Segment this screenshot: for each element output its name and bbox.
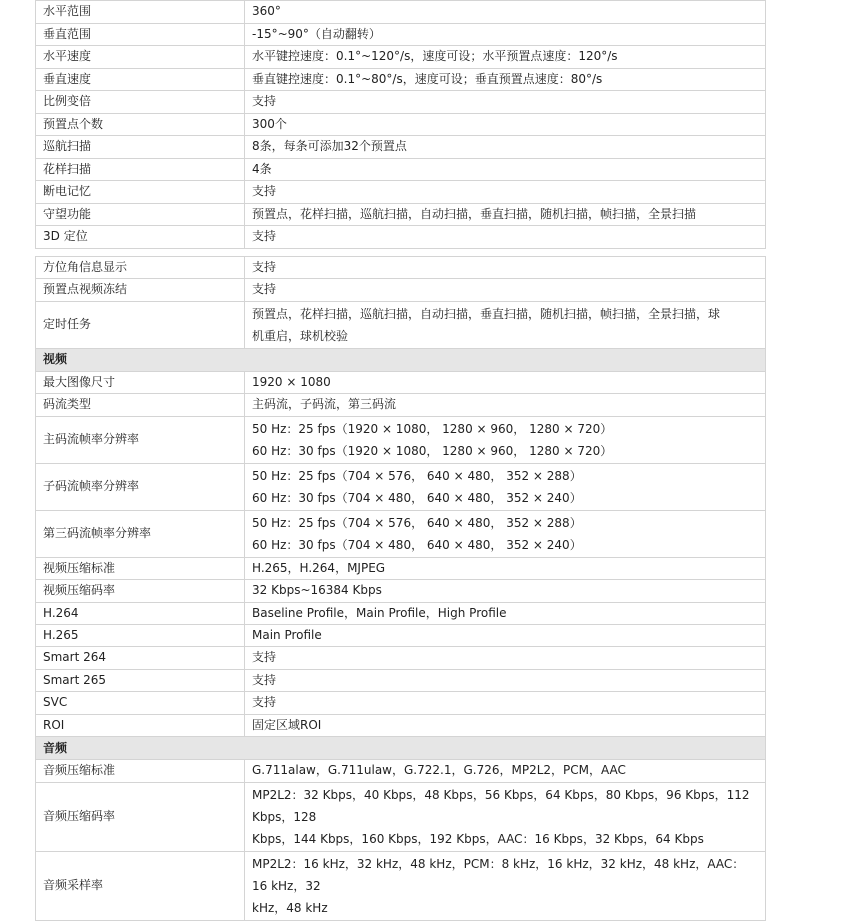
table-row	[36, 203, 766, 226]
spec-value	[245, 416, 766, 463]
spec-label: 视频压缩码率	[36, 580, 245, 603]
spec-label: 音频压缩码率	[36, 782, 245, 851]
table-row	[36, 510, 766, 557]
spec-value: 支持	[245, 669, 766, 692]
spec-value: 主码流，子码流，第三码流	[245, 394, 766, 417]
spec-value-line: 50 Hz：25 fps（704 × 576， 640 × 480， 352 × 288）	[252, 468, 582, 483]
spec-label: ROI	[36, 714, 245, 737]
spec-value	[245, 301, 766, 348]
spec-label: Smart 264	[36, 647, 245, 670]
table-row	[36, 301, 766, 348]
spec-value: 支持	[245, 256, 766, 279]
spec-value: 支持	[245, 181, 766, 204]
spec-value: Main Profile	[245, 625, 766, 647]
spec-value-line: kHz，48 kHz	[252, 900, 328, 915]
table-row	[36, 136, 766, 159]
spec-value	[245, 463, 766, 510]
spec-value: G.711alaw，G.711ulaw，G.722.1，G.726，MP2L2，PCM，AAC	[245, 760, 766, 783]
table-row	[36, 760, 766, 783]
spec-value: Baseline Profile，Main Profile，High Profile	[245, 602, 766, 625]
spec-table-ptz	[35, 0, 766, 249]
spec-label: 花样扫描	[36, 158, 245, 181]
spec-value: 4条	[245, 158, 766, 181]
spec-value: 固定区域ROI	[245, 714, 766, 737]
spec-label: Smart 265	[36, 669, 245, 692]
spec-value: H.265，H.264，MJPEG	[245, 557, 766, 580]
spec-label: 定时任务	[36, 301, 245, 348]
table-row	[36, 46, 766, 69]
table-row	[36, 394, 766, 417]
table-row	[36, 226, 766, 249]
table-row	[36, 851, 766, 920]
spec-value: 1920 × 1080	[245, 371, 766, 394]
spec-label: 水平范围	[36, 1, 245, 24]
spec-value: 32 Kbps~16384 Kbps	[245, 580, 766, 603]
spec-label: 子码流帧率分辨率	[36, 463, 245, 510]
table-row	[36, 647, 766, 670]
spec-value	[245, 510, 766, 557]
spec-label: 音频采样率	[36, 851, 245, 920]
table-row	[36, 714, 766, 737]
table-row	[36, 181, 766, 204]
spec-value	[245, 851, 766, 920]
table-row	[36, 23, 766, 46]
spec-label: 第三码流帧率分辨率	[36, 510, 245, 557]
spec-value-line: 50 Hz：25 fps（704 × 576， 640 × 480， 352 × 288）	[252, 515, 582, 530]
table-row	[36, 113, 766, 136]
spec-value	[245, 782, 766, 851]
spec-value-line: 60 Hz：30 fps（704 × 480， 640 × 480， 352 × 240）	[252, 537, 582, 552]
table-row	[36, 279, 766, 302]
spec-value: 垂直键控速度：0.1°~80°/s，速度可设；垂直预置点速度：80°/s	[245, 68, 766, 91]
spec-label: H.265	[36, 625, 245, 647]
spec-label: H.264	[36, 602, 245, 625]
spec-value: 支持	[245, 692, 766, 715]
spec-value: 水平键控速度：0.1°~120°/s，速度可设；水平预置点速度：120°/s	[245, 46, 766, 69]
spec-value-line: 60 Hz：30 fps（704 × 480， 640 × 480， 352 × 240）	[252, 490, 582, 505]
spec-label: 垂直速度	[36, 68, 245, 91]
spec-label: 断电记忆	[36, 181, 245, 204]
spec-value: 支持	[245, 647, 766, 670]
spec-label: 预置点视频冻结	[36, 279, 245, 302]
spec-label: 垂直范围	[36, 23, 245, 46]
section-title: 视频	[36, 348, 766, 371]
spec-label: 比例变倍	[36, 91, 245, 114]
spec-value-line: MP2L2：32 Kbps，40 Kbps，48 Kbps，56 Kbps，64 Kbps，80 Kbps，96 Kbps，112 Kbps，128	[252, 787, 750, 824]
spec-sheet	[35, 0, 766, 921]
spec-table-main	[35, 256, 766, 921]
spec-value: 支持	[245, 91, 766, 114]
spec-value-line: 预置点，花样扫描，巡航扫描，自动扫描，垂直扫描，随机扫描，帧扫描，全景扫描，球	[252, 306, 721, 321]
table-row	[36, 557, 766, 580]
table-row	[36, 782, 766, 851]
table-row	[36, 463, 766, 510]
table-row	[36, 158, 766, 181]
spec-value: 8条，每条可添加32个预置点	[245, 136, 766, 159]
spec-label: 最大图像尺寸	[36, 371, 245, 394]
spec-label: 3D 定位	[36, 226, 245, 249]
section-header	[36, 737, 766, 760]
spec-value: 300个	[245, 113, 766, 136]
spec-label: 音频压缩标准	[36, 760, 245, 783]
spec-value: -15°~90°（自动翻转）	[245, 23, 766, 46]
table-row	[36, 625, 766, 647]
spec-value: 360°	[245, 1, 766, 24]
section-title: 音频	[36, 737, 766, 760]
spec-label: 巡航扫描	[36, 136, 245, 159]
table-row	[36, 371, 766, 394]
spec-label: 守望功能	[36, 203, 245, 226]
spec-label: 视频压缩标准	[36, 557, 245, 580]
spec-value: 预置点，花样扫描，巡航扫描，自动扫描，垂直扫描，随机扫描，帧扫描，全景扫描	[245, 203, 766, 226]
table-row	[36, 602, 766, 625]
spec-value: 支持	[245, 279, 766, 302]
spec-label: 主码流帧率分辨率	[36, 416, 245, 463]
table-row	[36, 91, 766, 114]
table-row	[36, 256, 766, 279]
table-gap	[35, 249, 766, 256]
spec-value-line: 60 Hz：30 fps（1920 × 1080， 1280 × 960， 1280 × 720）	[252, 443, 613, 458]
spec-label: 预置点个数	[36, 113, 245, 136]
spec-value-line: Kbps，144 Kbps，160 Kbps，192 Kbps，AAC：16 Kbps，32 Kbps，64 Kbps	[252, 831, 704, 846]
spec-value-line: 50 Hz：25 fps（1920 × 1080， 1280 × 960， 1280 × 720）	[252, 421, 613, 436]
table-row	[36, 1, 766, 24]
table-row	[36, 580, 766, 603]
spec-label: SVC	[36, 692, 245, 715]
section-header	[36, 348, 766, 371]
spec-value-line: 机重启，球机校验	[252, 328, 349, 343]
spec-value-line: MP2L2：16 kHz，32 kHz，48 kHz，PCM：8 kHz，16 kHz，32 kHz，48 kHz，AAC：16 kHz，32	[252, 856, 745, 893]
table-row	[36, 692, 766, 715]
table-row	[36, 416, 766, 463]
table-row	[36, 669, 766, 692]
table-row	[36, 68, 766, 91]
spec-value: 支持	[245, 226, 766, 249]
spec-label: 码流类型	[36, 394, 245, 417]
spec-label: 方位角信息显示	[36, 256, 245, 279]
spec-label: 水平速度	[36, 46, 245, 69]
